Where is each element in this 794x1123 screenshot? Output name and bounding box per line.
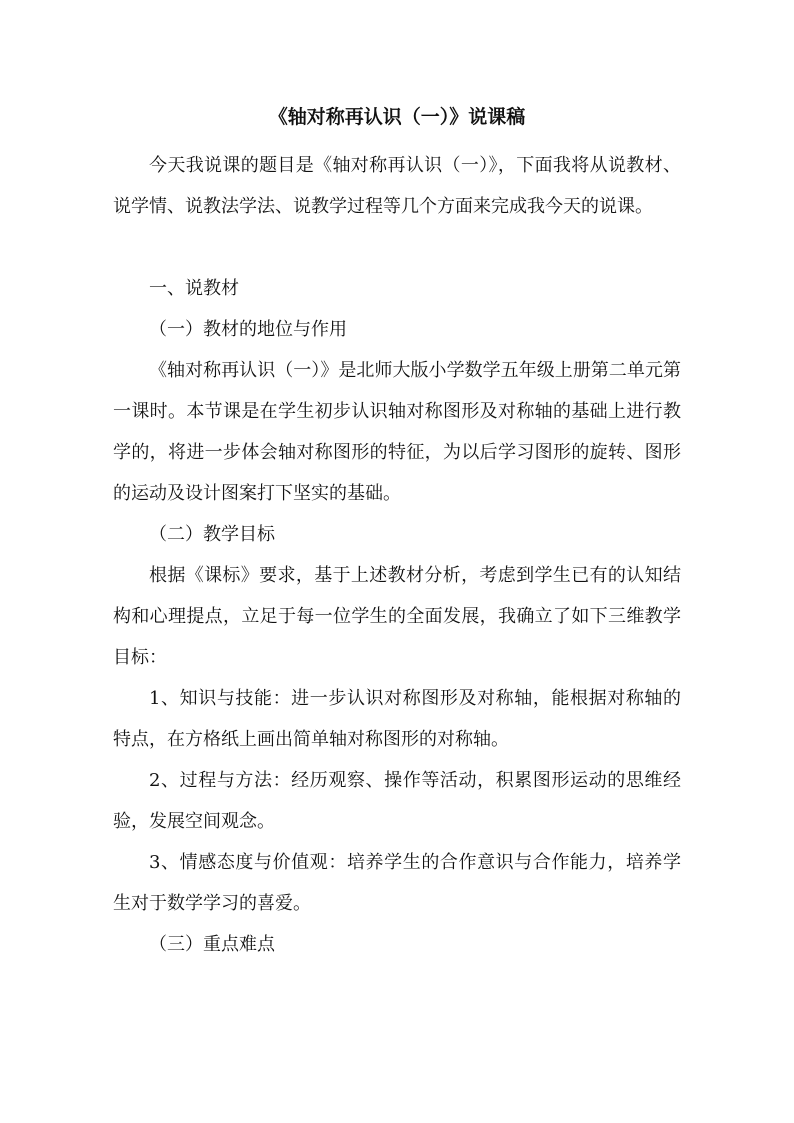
goal-emotion-values: 3、情感态度与价值观：培养学生的合作意识与合作能力，培养学生对于数学学习的喜爱。 [113, 852, 681, 914]
goals-intro-paragraph: 根据《课标》要求，基于上述教材分析，考虑到学生已有的认知结构和心理提点，立足于每一位学生的全面发展，我确立了如下三维教学目标： [113, 565, 681, 668]
subheading-role: （一）教材的地位与作用 [149, 319, 347, 340]
goal-process-method: 2、过程与方法：经历观察、操作等活动，积累图形运动的思维经验，发展空间观念。 [113, 770, 681, 832]
role-paragraph: 《轴对称再认识（一）》是北师大版小学数学五年级上册第二单元第一课时。本节课是在学生初步认识轴对称图形及对称轴的基础上进行教学的，将进一步体会轴对称图形的特征，为以后学习图形的旋转、图形的运动及设计图案打下坚实的基础。 [113, 360, 681, 504]
subheading-key-difficulties: （三）重点难点 [149, 934, 275, 955]
subheading-teaching-goals: （二）教学目标 [149, 524, 275, 545]
goal-knowledge-skills: 1、知识与技能：进一步认识对称图形及对称轴，能根据对称轴的特点，在方格纸上画出简单轴对称图形的对称轴。 [113, 688, 681, 750]
document-title: 《轴对称再认识（一）》说课稿 [268, 106, 526, 128]
section-heading-teaching-material: 一、说教材 [149, 278, 239, 299]
intro-paragraph: 今天我说课的题目是《轴对称再认识（一）》，下面我将从说教材、说学情、说教法学法、说教学过程等几个方面来完成我今天的说课。 [113, 155, 681, 217]
